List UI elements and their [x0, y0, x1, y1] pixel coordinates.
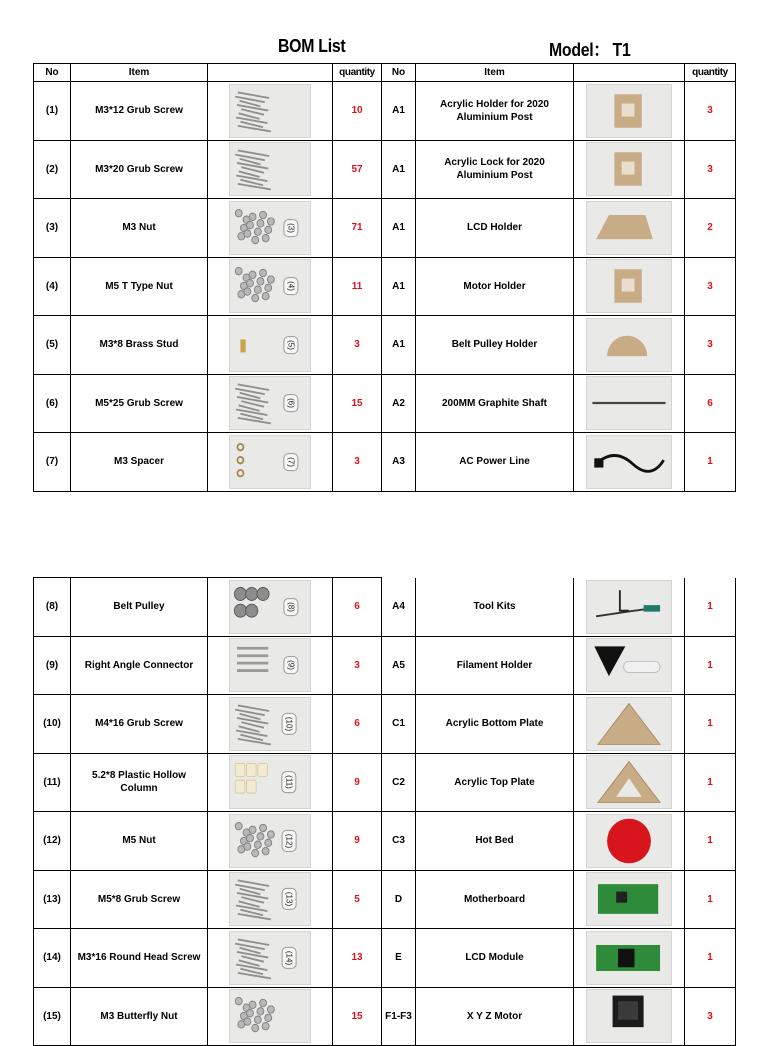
item-no: (1)	[34, 82, 71, 141]
item-name: Hot Bed	[416, 812, 574, 871]
item-photo	[208, 316, 333, 375]
item-quantity: 15	[333, 374, 382, 433]
hot-bed-icon	[586, 814, 672, 868]
item-no: E	[382, 929, 416, 988]
item-quantity: 3	[685, 82, 736, 141]
item-quantity: 9	[333, 812, 382, 871]
item-quantity: 57	[333, 140, 382, 199]
item-quantity: 3	[685, 316, 736, 375]
col-item-header: Item	[71, 64, 208, 82]
bag-label: (9)	[284, 656, 299, 674]
bag-label: (4)	[284, 277, 299, 295]
stepper-motor-icon	[586, 989, 672, 1043]
item-no: A1	[382, 82, 416, 141]
item-name: 200MM Graphite Shaft	[416, 374, 574, 433]
motherboard-icon	[586, 872, 672, 926]
item-no: A5	[382, 636, 416, 695]
col-no-header: No	[34, 64, 71, 82]
item-quantity: 13	[333, 929, 382, 988]
table-row	[34, 257, 736, 316]
lcd-holder-icon	[586, 201, 672, 255]
bom-table-1	[33, 63, 736, 492]
spacers-bag-icon	[229, 435, 311, 489]
item-quantity: 5	[333, 870, 382, 929]
item-name: Motor Holder	[416, 257, 574, 316]
item-quantity: 15	[333, 987, 382, 1046]
item-photo	[208, 636, 333, 695]
tool-kit-icon	[586, 580, 672, 634]
item-quantity: 2	[685, 199, 736, 258]
item-name: M4*16 Grub Screw	[71, 695, 208, 754]
nuts-bag-icon	[229, 814, 311, 868]
item-photo	[208, 929, 333, 988]
table-row	[34, 140, 736, 199]
item-photo	[574, 140, 685, 199]
table-row	[34, 695, 736, 754]
screws-bag-icon	[229, 142, 311, 196]
item-quantity: 11	[333, 257, 382, 316]
item-name: M3*12 Grub Screw	[71, 82, 208, 141]
item-name: M5 Nut	[71, 812, 208, 871]
item-name: Right Angle Connector	[71, 636, 208, 695]
item-quantity: 1	[685, 812, 736, 871]
model-label: Model： T1	[549, 40, 631, 60]
item-quantity: 3	[685, 257, 736, 316]
item-quantity: 6	[685, 374, 736, 433]
pulley-holder-icon	[586, 318, 672, 372]
bag-label: (11)	[282, 771, 297, 793]
item-photo	[208, 82, 333, 141]
item-name: Belt Pulley Holder	[416, 316, 574, 375]
item-photo	[574, 433, 685, 492]
item-name: Acrylic Top Plate	[416, 753, 574, 812]
table-row	[34, 316, 736, 375]
table-row	[34, 433, 736, 492]
screws-bag-icon	[229, 697, 311, 751]
item-photo	[574, 870, 685, 929]
nuts-bag-icon	[229, 201, 311, 255]
item-photo	[574, 199, 685, 258]
item-name: M3 Spacer	[71, 433, 208, 492]
item-quantity: 9	[333, 753, 382, 812]
item-quantity: 3	[333, 433, 382, 492]
item-name: M5 T Type Nut	[71, 257, 208, 316]
item-quantity: 1	[685, 753, 736, 812]
screws-bag-icon	[229, 872, 311, 926]
table-row	[34, 636, 736, 695]
item-quantity: 1	[685, 870, 736, 929]
col-photo-header	[574, 64, 685, 82]
item-no: A1	[382, 140, 416, 199]
shaft-icon	[586, 376, 672, 430]
filament-holder-icon	[586, 638, 672, 692]
item-photo	[574, 578, 685, 637]
item-no: (13)	[34, 870, 71, 929]
item-photo	[208, 374, 333, 433]
item-name: Acrylic Holder for 2020 Aluminium Post	[416, 82, 574, 141]
acrylic-lock-icon	[586, 142, 672, 196]
item-quantity: 3	[333, 636, 382, 695]
acrylic-holder-icon	[586, 84, 672, 138]
bottom-plate-icon	[586, 697, 672, 751]
item-quantity: 1	[685, 636, 736, 695]
screws-bag-icon	[229, 376, 311, 430]
item-name: Filament Holder	[416, 636, 574, 695]
item-photo	[208, 433, 333, 492]
table-row	[34, 929, 736, 988]
bag-label: (12)	[281, 830, 296, 852]
screws-bag-icon	[229, 84, 311, 138]
connectors-bag-icon	[229, 638, 311, 692]
item-quantity: 1	[685, 695, 736, 754]
table-row	[34, 374, 736, 433]
item-name: 5.2*8 Plastic Hollow Column	[71, 753, 208, 812]
document-title: BOM List	[278, 36, 346, 56]
item-photo	[574, 929, 685, 988]
motor-holder-icon	[586, 259, 672, 313]
item-photo	[574, 82, 685, 141]
col-photo-header	[208, 64, 333, 82]
item-quantity: 3	[685, 987, 736, 1046]
item-photo	[574, 987, 685, 1046]
item-name: LCD Holder	[416, 199, 574, 258]
screws-bag-icon	[229, 931, 311, 985]
item-name: M5*8 Grub Screw	[71, 870, 208, 929]
item-no: (15)	[34, 987, 71, 1046]
bag-label: (6)	[284, 394, 299, 412]
item-quantity: 1	[685, 578, 736, 637]
item-no: A1	[382, 199, 416, 258]
model-value: T1	[612, 40, 631, 60]
item-no: A1	[382, 257, 416, 316]
item-name: Motherboard	[416, 870, 574, 929]
bag-label: (7)	[284, 453, 299, 471]
table-row	[34, 82, 736, 141]
item-photo	[574, 316, 685, 375]
bag-label: (10)	[281, 713, 296, 735]
item-quantity: 6	[333, 695, 382, 754]
item-name: M5*25 Grub Screw	[71, 374, 208, 433]
bom-table-2	[33, 577, 736, 1046]
item-no: (5)	[34, 316, 71, 375]
item-quantity: 3	[333, 316, 382, 375]
item-name: Tool Kits	[416, 578, 574, 637]
item-no: D	[382, 870, 416, 929]
item-name: M3*8 Brass Stud	[71, 316, 208, 375]
butterfly-nuts-bag-icon	[229, 989, 311, 1043]
item-no: A4	[382, 578, 416, 637]
item-photo	[208, 695, 333, 754]
item-photo	[208, 578, 333, 637]
item-name: M3 Butterfly Nut	[71, 987, 208, 1046]
col-item-header: Item	[416, 64, 574, 82]
item-no: (3)	[34, 199, 71, 258]
lcd-module-icon	[586, 931, 672, 985]
item-name: LCD Module	[416, 929, 574, 988]
bag-label: (14)	[281, 947, 296, 969]
item-no: (14)	[34, 929, 71, 988]
bag-label: (5)	[284, 336, 299, 354]
table-row	[34, 987, 736, 1046]
item-no: (7)	[34, 433, 71, 492]
item-photo	[574, 374, 685, 433]
power-cable-icon	[586, 435, 672, 489]
table-row	[34, 199, 736, 258]
columns-bag-icon	[229, 755, 311, 809]
item-name: M3*16 Round Head Screw	[71, 929, 208, 988]
item-quantity: 10	[333, 82, 382, 141]
item-name: Acrylic Lock for 2020 Aluminium Post	[416, 140, 574, 199]
item-no: C2	[382, 753, 416, 812]
item-no: F1-F3	[382, 987, 416, 1046]
item-photo	[208, 987, 333, 1046]
item-photo	[208, 812, 333, 871]
item-photo	[574, 812, 685, 871]
item-no: (10)	[34, 695, 71, 754]
brass-stud-bag-icon	[229, 318, 311, 372]
item-photo	[574, 636, 685, 695]
bag-label: (8)	[284, 598, 299, 616]
col-quantity-header: quantity	[685, 64, 736, 82]
header-row	[34, 64, 736, 82]
item-no: A1	[382, 316, 416, 375]
item-no: (11)	[34, 753, 71, 812]
item-no: (12)	[34, 812, 71, 871]
col-quantity-header: quantity	[333, 64, 382, 82]
item-no: (9)	[34, 636, 71, 695]
item-no: A2	[382, 374, 416, 433]
table-row	[34, 812, 736, 871]
item-name: AC Power Line	[416, 433, 574, 492]
item-no: (4)	[34, 257, 71, 316]
item-photo	[208, 753, 333, 812]
item-quantity: 6	[333, 578, 382, 637]
item-quantity: 71	[333, 199, 382, 258]
item-name: Acrylic Bottom Plate	[416, 695, 574, 754]
item-photo	[208, 257, 333, 316]
item-photo	[208, 140, 333, 199]
item-no: C1	[382, 695, 416, 754]
table-row	[34, 870, 736, 929]
table-row	[34, 578, 736, 637]
bag-label: (13)	[281, 888, 296, 910]
bag-label: (3)	[284, 219, 299, 237]
item-photo	[574, 257, 685, 316]
col-no-header: No	[382, 64, 416, 82]
item-photo	[574, 753, 685, 812]
item-name: M3*20 Grub Screw	[71, 140, 208, 199]
item-name: X Y Z Motor	[416, 987, 574, 1046]
item-name: Belt Pulley	[71, 578, 208, 637]
table-row	[34, 753, 736, 812]
t-nuts-bag-icon	[229, 259, 311, 313]
item-photo	[574, 695, 685, 754]
item-quantity: 3	[685, 140, 736, 199]
pulleys-bag-icon	[229, 580, 311, 634]
item-name: M3 Nut	[71, 199, 208, 258]
item-no: (6)	[34, 374, 71, 433]
item-quantity: 1	[685, 929, 736, 988]
item-quantity: 1	[685, 433, 736, 492]
item-no: (2)	[34, 140, 71, 199]
item-photo	[208, 199, 333, 258]
item-photo	[208, 870, 333, 929]
item-no: C3	[382, 812, 416, 871]
item-no: A3	[382, 433, 416, 492]
top-plate-icon	[586, 755, 672, 809]
item-no: (8)	[34, 578, 71, 637]
